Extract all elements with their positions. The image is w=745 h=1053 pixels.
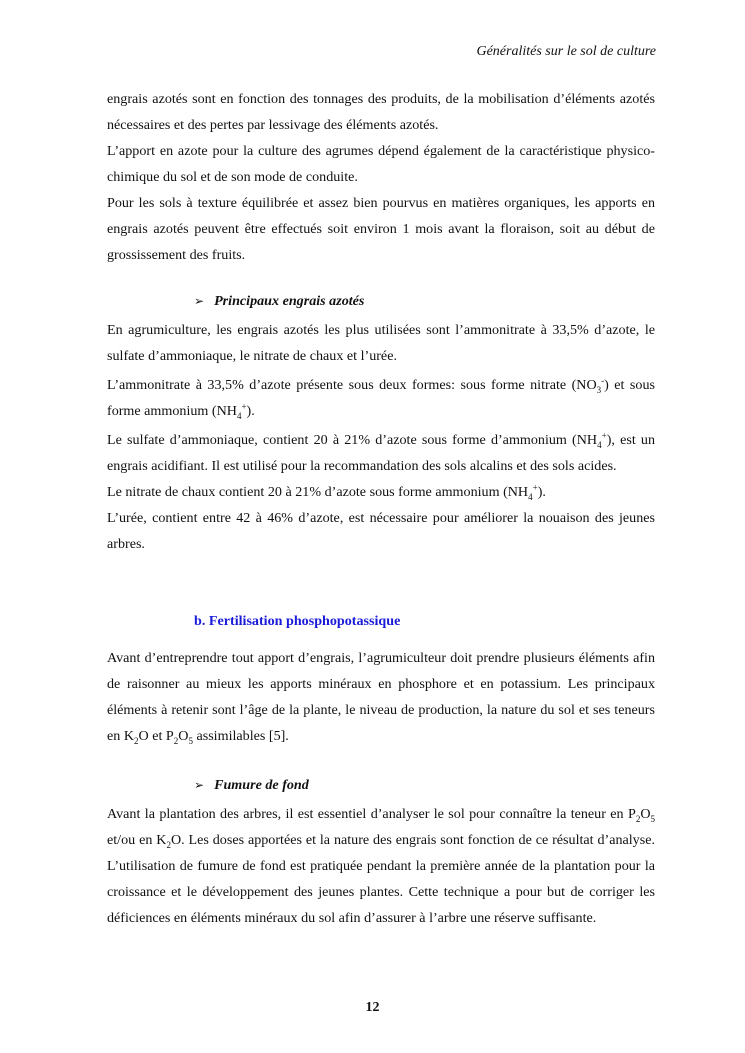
heading-text: Principaux engrais azotés bbox=[214, 293, 365, 309]
paragraph: L’ammonitrate à 33,5% d’azote présente sous deux formes: sous forme nitrate $(NO_3^-)$ et sous forme ammonium $(NH_4^+)$. bbox=[107, 375, 655, 421]
running-header: Généralités sur le sol de culture bbox=[476, 44, 656, 59]
fumure-block bbox=[107, 801, 655, 931]
phospho-block bbox=[107, 645, 655, 749]
section-heading-fumure bbox=[194, 777, 309, 794]
paragraph: Avant la plantation des arbres, il est essentiel d’analyser le sol pour connaître la teneur en $P_2O_5$ et/ou en $K_2O$. Les doses apportées et la nature des engrais sont fonction de ce résultat d’analyse. L’utilisation de fumure de fond est pratiquée pendant la première année de la plantation pour la croissance et le développement des jeunes plantes. Cette technique a pour but de corriger les déficiences en éléments minéraux du sol afin d’assurer à l’arbre une réserve suffisante. bbox=[107, 806, 655, 926]
paragraph: engrais azotés sont en fonction des tonnages des produits, de la mobilisation d’éléments azotés nécessaires et des pertes par lessivage des éléments azotés. bbox=[107, 91, 655, 133]
azotes-block bbox=[107, 317, 655, 557]
intro-block bbox=[107, 86, 655, 268]
arrow-bullet-icon: ➢ bbox=[194, 778, 205, 792]
paragraph: Le sulfate d’ammoniaque, contient 20 à 21% d’azote sous forme d’ammonium $(NH_4^+)$, est un engrais acidifiant. Il est utilisé pour la recommandation des sols alcalins et des sols acides. bbox=[107, 430, 655, 474]
paragraph: En agrumiculture, les engrais azotés les plus utilisées sont l’ammonitrate à 33,5% d’azote, le sulfate d’ammoniaque, le nitrate de chaux et l’urée. bbox=[107, 322, 655, 364]
arrow-bullet-icon: ➢ bbox=[194, 294, 205, 308]
paragraph: L’apport en azote pour la culture des agrumes dépend également de la caractéristique physico-chimique du sol et de son mode de conduite. bbox=[107, 143, 655, 185]
section-heading-azotes bbox=[194, 293, 364, 310]
paragraph: L’urée, contient entre 42 à 46% d’azote, est nécessaire pour améliorer la nouaison des jeunes arbres. bbox=[107, 510, 655, 552]
paragraph: Le nitrate de chaux contient 20 à 21% d’azote sous forme ammonium $(NH_4^+)$. bbox=[107, 482, 546, 502]
paragraph: Avant d’entreprendre tout apport d’engrais, l’agrumiculteur doit prendre plusieurs éléments afin de raisonner au mieux les apports minéraux en phosphore et en potassium. Les principaux éléments à retenir sont l’âge de la plante, le niveau de production, la nature du sol et ses teneurs en $K_2O$ et $P_2O_5$ assimilables [5]. bbox=[107, 650, 655, 746]
heading-text: Fumure de fond bbox=[214, 777, 309, 793]
page-number: 12 bbox=[365, 1000, 380, 1015]
paragraph: Pour les sols à texture équilibrée et assez bien pourvus en matières organiques, les apports en engrais azotés peuvent être effectués soit environ 1 mois avant la floraison, soit au début de grossissement des fruits. bbox=[107, 195, 655, 263]
section-heading-phospho: b. Fertilisation phosphopotassique bbox=[194, 613, 401, 629]
